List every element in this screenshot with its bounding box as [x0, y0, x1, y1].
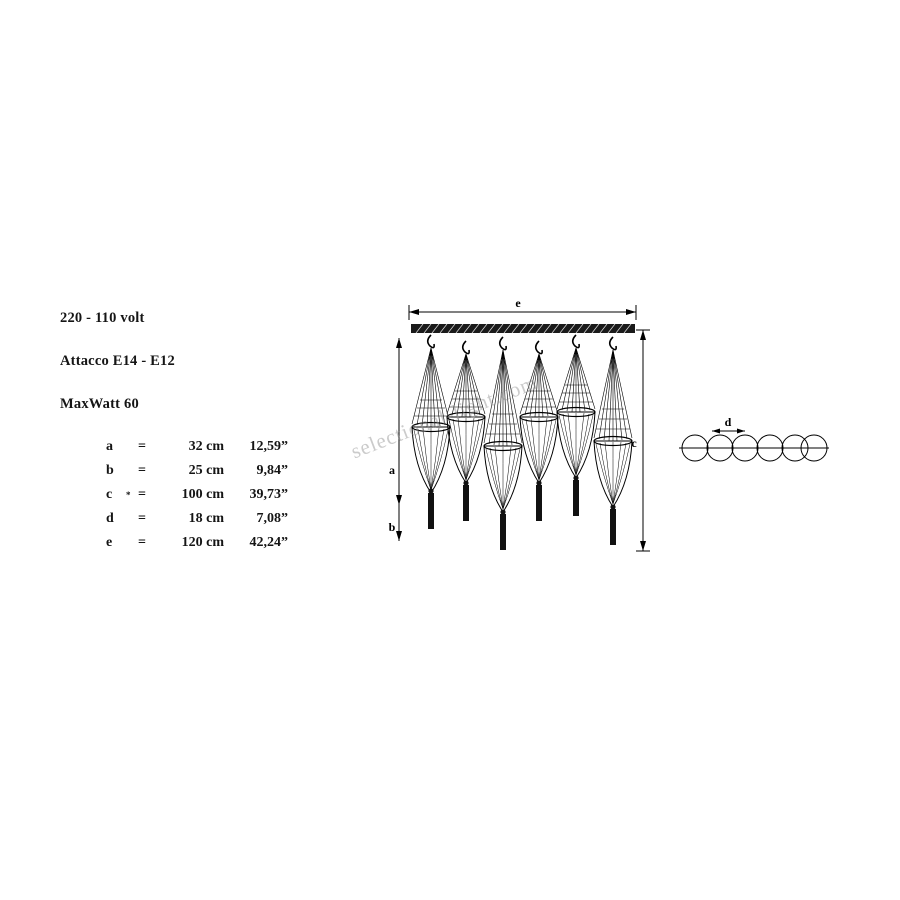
dimension-metric: 120 cm [181, 535, 224, 550]
dimension-metric: 32 cm [188, 439, 224, 454]
label-a: a [389, 463, 395, 477]
pendant-lamp [412, 335, 450, 529]
dimension-equals: = [138, 439, 146, 454]
dimension-b-group [389, 505, 402, 541]
label-c: c [631, 436, 637, 450]
dimension-equals: = [138, 511, 146, 526]
dimension-metric: 100 cm [181, 487, 224, 502]
dimension-c-group [631, 330, 650, 551]
pendant-lamp [447, 341, 485, 521]
dimension-equals: = [138, 487, 146, 502]
watermark-text: selectional-light.com [347, 369, 541, 464]
dimension-imperial: 9,84” [256, 463, 288, 478]
dimension-key: d [106, 511, 114, 526]
plan-view [679, 415, 829, 461]
dimension-key: e [106, 535, 113, 550]
dimension-metric: 18 cm [188, 511, 224, 526]
pendant-lamp [557, 335, 595, 516]
spec-socket: Attacco E14 - E12 [60, 353, 175, 369]
dimension-equals: = [138, 535, 146, 550]
dimension-imperial: 39,73” [249, 487, 288, 502]
spec-voltage: 220 - 110 volt [60, 310, 145, 326]
spec-wattage: MaxWatt 60 [60, 396, 139, 412]
pendant-lamp [484, 337, 522, 550]
ceiling-mount-bar [411, 324, 635, 333]
dimension-key: a [106, 439, 113, 454]
dimension-star: * [126, 490, 131, 500]
label-b: b [388, 520, 396, 534]
dimension-imperial: 12,59” [249, 439, 288, 454]
label-d: d [724, 415, 732, 429]
dimension-imperial: 42,24” [249, 535, 288, 550]
dimension-equals: = [138, 463, 146, 478]
pendant-lamp [594, 337, 632, 545]
dimension-d-group [712, 415, 745, 434]
dimension-e-group [409, 296, 636, 320]
dimension-key: b [106, 463, 114, 478]
dimension-key: c [106, 487, 113, 502]
dimension-a-group [389, 338, 402, 505]
dimension-imperial: 7,08” [256, 511, 288, 526]
pendant-lamp [520, 341, 558, 521]
dimension-metric: 25 cm [188, 463, 224, 478]
label-e: e [515, 296, 521, 310]
